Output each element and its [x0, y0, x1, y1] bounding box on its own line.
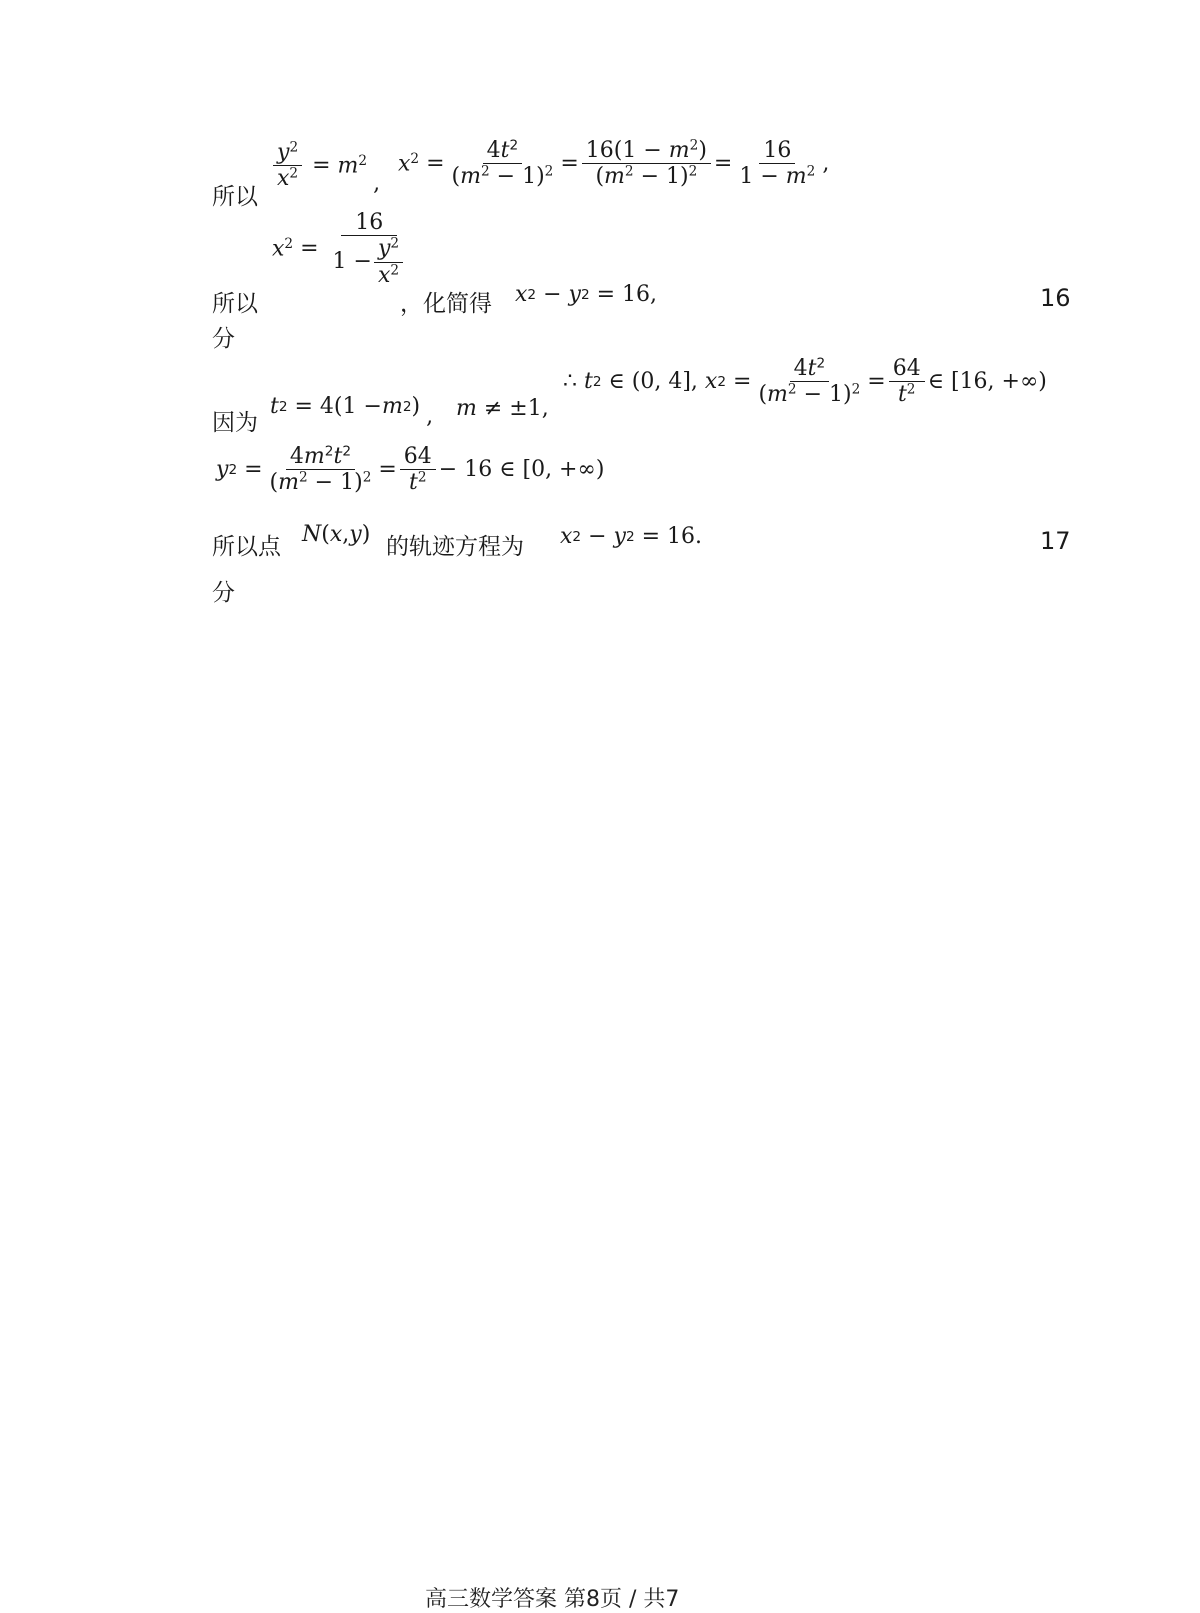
equation-t-range: ∴ t 2 ∈ (0, 4], x 2 = $\frac{4t^2}{(m^2 - 1)^2}$ = $\frac{64}{t^2}$ ∈ [16, +∞)	[563, 355, 1047, 408]
score-unit-16: 分	[212, 326, 235, 352]
line4-prefix: 因为	[212, 410, 258, 436]
equation-x-in-y: $x^2$ = 16 1 − $\frac{y^2}{x^2}$	[272, 210, 413, 288]
page-footer: 高三数学答案 第8页 / 共7	[425, 1587, 680, 1612]
score-mark-16: 16	[1040, 284, 1071, 312]
equation-point-n: N ( x , y )	[302, 522, 371, 547]
line1-prefix: 所以	[212, 184, 258, 210]
equation-m-condition: m ≠ ±1,	[456, 396, 549, 421]
equation-x-squared: $x^2$ = $\frac{4t^2}{(m^2 - 1)^2}$ = $\frac{16(1 - m^2)}{(m^2 - 1)^2}$ = $\frac{16}{1 - m^2}$ ,	[398, 137, 830, 190]
score-mark-17: 17	[1040, 527, 1071, 555]
score-unit-17: 分	[212, 580, 235, 606]
line6-mid: 的轨迹方程为	[386, 534, 524, 560]
line6-prefix: 所以点	[212, 534, 281, 560]
equation-ratio: $\frac{y^2}{x^2}$ = $m^2$ ,	[270, 140, 380, 192]
equation-hyperbola-1: x 2 − y 2 = 16,	[515, 282, 658, 307]
equation-y-squared: y 2 = $\frac{4m^2t^2}{(m^2 - 1)^2}$ = $\frac{64}{t^2}$ − 16 ∈ [0, +∞)	[216, 443, 605, 496]
line3-prefix: 所以	[212, 291, 258, 317]
line3-text: ，化简得	[400, 291, 492, 317]
equation-hyperbola-2: x 2 − y 2 = 16.	[560, 524, 703, 549]
equation-t-squared: t 2 = 4(1 − m 2 ) ,	[270, 394, 434, 429]
